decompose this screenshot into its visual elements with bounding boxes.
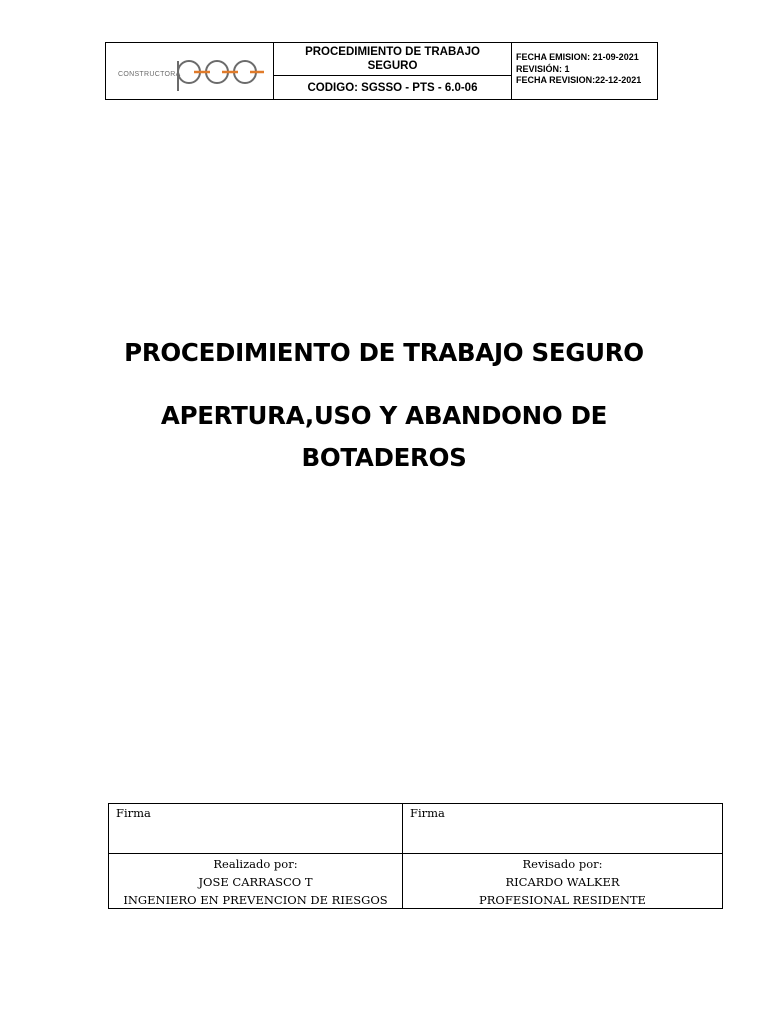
company-logo — [116, 51, 266, 91]
reviewer-position: PROFESIONAL RESIDENTE — [479, 893, 646, 907]
header-issue-date: FECHA EMISION: 21-09-2021 — [516, 52, 639, 62]
header-title-cell — [274, 43, 512, 99]
author-cell — [109, 854, 403, 908]
document-header — [105, 42, 658, 100]
reviewer-name: RICARDO WALKER — [505, 875, 620, 889]
header-doc-type: PROCEDIMIENTO DE TRABAJO SEGURO — [274, 43, 511, 76]
signature-label-right: Firma — [410, 806, 445, 820]
author-name: JOSE CARRASCO T — [198, 875, 313, 889]
header-doc-code: CODIGO: SGSSO - PTS - 6.0-06 — [307, 81, 478, 94]
header-revision-date: FECHA REVISION:22-12-2021 — [516, 75, 642, 85]
company-logo-cell — [106, 43, 274, 99]
signature-cell-right — [403, 804, 722, 854]
document-title: PROCEDIMIENTO DE TRABAJO SEGURO — [124, 338, 644, 367]
signature-label-left: Firma — [116, 806, 151, 820]
author-position: INGENIERO EN PREVENCION DE RIESGOS — [123, 893, 388, 907]
header-meta-cell — [512, 43, 657, 99]
signature-cell-left — [109, 804, 403, 854]
signature-table — [108, 803, 723, 909]
logo-company-text: CONSTRUCTORA — [118, 71, 181, 78]
document-subtitle: APERTURA,USO Y ABANDONO DE BOTADEROS — [160, 401, 608, 472]
author-role-label: Realizado por: — [213, 857, 298, 871]
reviewer-cell — [403, 854, 722, 908]
header-revision: REVISIÓN: 1 — [516, 63, 570, 74]
reviewer-role-label: Revisado por: — [522, 857, 603, 871]
